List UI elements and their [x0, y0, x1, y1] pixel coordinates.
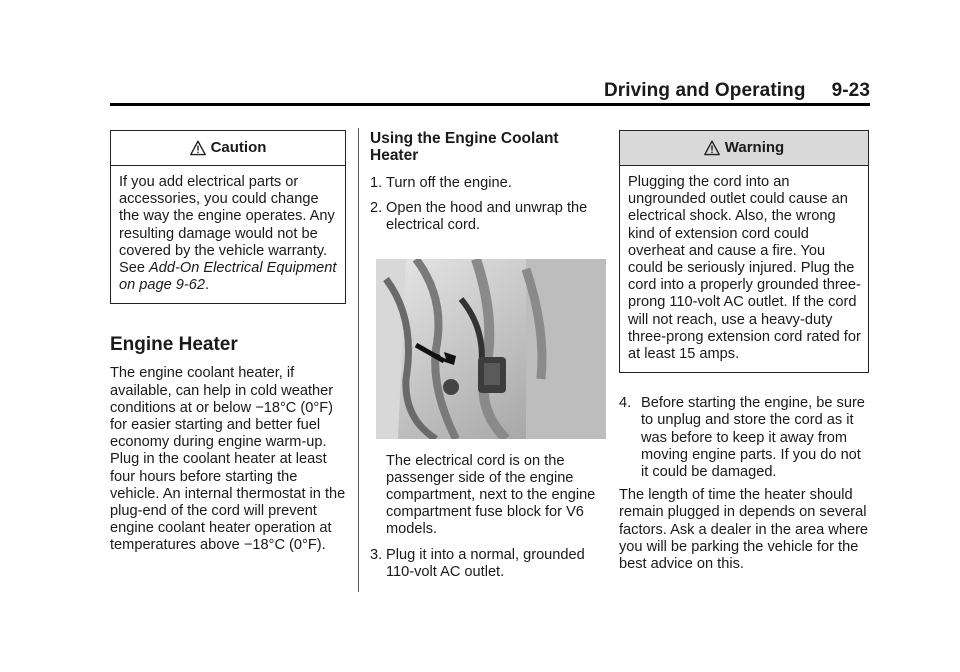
engine-compartment-photo — [376, 259, 606, 439]
warning-triangle-icon — [190, 140, 206, 156]
caution-link[interactable]: Add-On Electrical Equipment on page 9-62 — [119, 260, 337, 294]
step-text: Turn off the engine. — [386, 175, 512, 191]
header-text — [604, 80, 870, 102]
step-number: 2. — [370, 200, 383, 217]
caution-body — [111, 166, 345, 303]
step-text: Plug it into a normal, grounded 110-volt AC outlet. — [386, 546, 585, 580]
column-divider-1 — [358, 128, 359, 592]
warning-box — [619, 130, 869, 373]
photo-caption: The electrical cord is on the passenger side of the engine compartment, next to the engine compartment fuse block for V6 models. — [386, 452, 596, 538]
caution-main-text: If you add electrical parts or accessories, you could change the way the engine operates. Any resulting damage would not be covered by the vehicle warranty. See — [119, 174, 335, 277]
step-text: Open the hood and unwrap the electrical cord. — [386, 200, 588, 234]
column-2 — [370, 130, 606, 589]
warning-header — [620, 131, 868, 166]
engine-heater-heading: Engine Heater — [110, 334, 238, 356]
engine-heater-body: The engine coolant heater, if available, can help in cold weather conditions at or below −18°C (0°F) for easier starting and better fuel economy during engine warm-up. Plug in the coolant heater at least four hours before starting the vehicle. An internal thermostat in the plug-end of the cord will prevent engine coolant heater operation at temperatures above −18°C (0°F). — [110, 365, 346, 554]
step-1 — [370, 175, 606, 192]
engine-photo-drawing — [376, 259, 606, 439]
step-number: 3. — [370, 546, 383, 563]
warning-title: Warning — [724, 139, 785, 157]
page-header — [110, 80, 870, 104]
warning-body — [620, 166, 868, 372]
caution-title: Caution — [210, 139, 267, 157]
heater-duration-paragraph: The length of time the heater should remain plugged in depends on several factors. Ask a dealer in the area where you will be parking the vehicle for the best advice on this. — [619, 487, 869, 573]
step-3 — [370, 547, 606, 581]
header-rule — [110, 103, 870, 106]
caution-text — [119, 174, 338, 294]
warning-triangle-icon — [704, 140, 720, 156]
caution-header — [111, 131, 345, 166]
column-3 — [619, 130, 869, 573]
section-title: Driving and Operating — [603, 80, 806, 101]
warning-text: Plugging the cord into an ungrounded outlet could cause an electrical shock. Also, the wrong kind of extension cord could overheat and cause a fire. You could be seriously injured. Plug the cord into a properly grounded three-prong 110-volt AC outlet. If the cord will not reach, use a heavy-duty three-prong extension cord rated for at least 15 amps. — [628, 174, 861, 363]
page-number: 9-23 — [831, 80, 870, 101]
step-number: 4. — [619, 395, 632, 412]
caution-end-text: . — [205, 277, 210, 294]
step-4 — [619, 395, 869, 481]
step-number: 1. — [370, 175, 383, 191]
column-1 — [110, 130, 346, 555]
step-text: Before starting the engine, be sure to unplug and store the cord as it was before to keep it away from moving engine parts. If you do not it could be damaged. — [641, 395, 865, 481]
step-2 — [370, 200, 606, 234]
caution-box — [110, 130, 346, 304]
using-heater-heading: Using the Engine Coolant Heater — [370, 130, 559, 164]
